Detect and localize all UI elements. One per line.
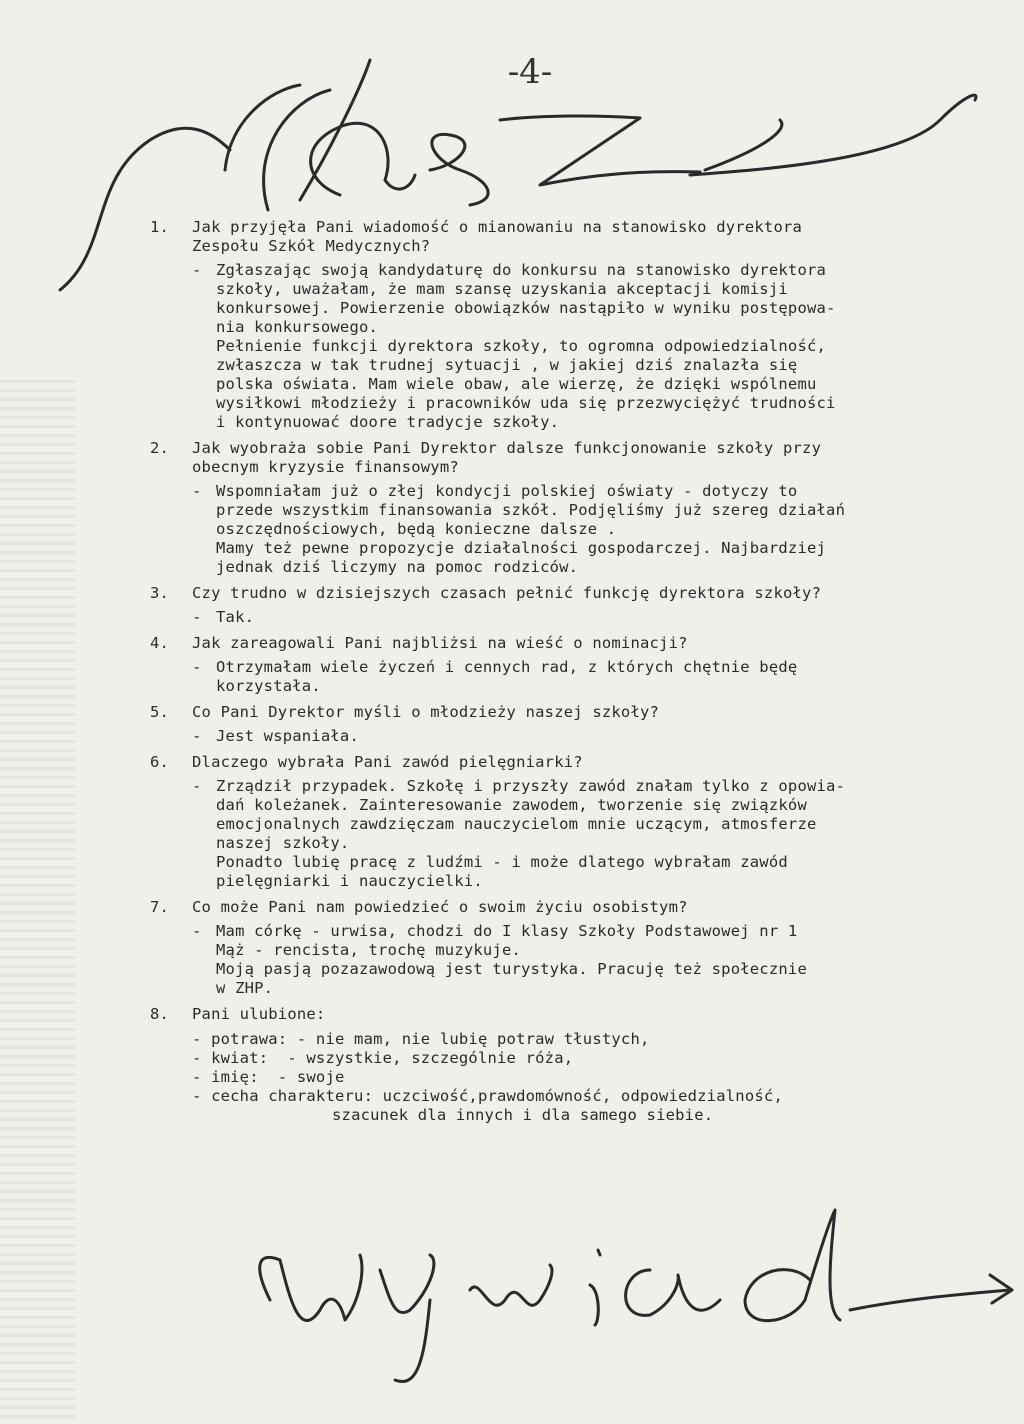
qa-block — [150, 703, 1010, 746]
question — [150, 898, 1010, 917]
answer-line: Mamy też pewne propozycje działalności gospodarczej. Najbardziej — [216, 539, 827, 557]
answer-line: przede wszystkim finansowania szkół. Podjęliśmy już szereg działań — [216, 501, 846, 519]
answer-line: Zgłaszając swoją kandydaturę do konkursu na stanowisko dyrektora — [216, 261, 827, 279]
answer-dash: - — [192, 922, 202, 940]
qa-block — [150, 439, 1010, 577]
page-number: -4- — [507, 52, 553, 92]
question-line: Czy trudno w dzisiejszych czasach pełnić funkcję dyrektora szkoły? — [192, 584, 822, 602]
answer-line: Pełnienie funkcji dyrektora szkoły, to ogromna odpowiedzialność, — [216, 337, 827, 355]
answer — [192, 261, 1010, 432]
question-text — [192, 218, 1010, 256]
answer-text — [216, 482, 1010, 577]
footer-word-wywiad — [260, 1210, 1012, 1382]
question-number: 7. — [150, 898, 170, 916]
answer-text — [216, 727, 1010, 746]
question-line: Jak przyjęła Pani wiadomość o mianowaniu na stanowisko dyrektora — [192, 218, 803, 236]
answer-line: polska oświata. Mam wiele obaw, ale wierzę, że dzięki wspólnemu — [216, 375, 817, 393]
question-number: 2. — [150, 439, 170, 457]
answer-text — [216, 922, 1010, 998]
answer-line: Otrzymałam wiele życzeń i cennych rad, z których chętnie będę — [216, 658, 798, 676]
answer-line: oszczędnościowych, będą konieczne dalsze . — [216, 520, 617, 538]
question-line: Dlaczego wybrała Pani zawód pielęgniarki? — [192, 753, 583, 771]
answer-line: Zrządził przypadek. Szkołę i przyszły zawód znałam tylko z opowia- — [216, 777, 846, 795]
answer-line: Moją pasją pozazawodową jest turystyka. Pracuję też społecznie — [216, 960, 807, 978]
answer-line: wysiłkowi młodzieży i pracowników uda się przezwyciężyć trudności — [216, 394, 836, 412]
answer-line: Ponadto lubię pracę z ludźmi - i może dlatego wybrałam zawód — [216, 853, 788, 871]
question-number: 3. — [150, 584, 170, 602]
answer-text — [216, 777, 1010, 891]
answer-line: nia konkursowego. — [216, 318, 379, 336]
answer-line: Tak. — [216, 608, 255, 626]
question-number: 6. — [150, 753, 170, 771]
answer-line: Mąż - rencista, trochę muzykuje. — [216, 941, 522, 959]
answer-text — [216, 608, 1010, 627]
answer-dash: - — [192, 482, 202, 500]
question-number: 5. — [150, 703, 170, 721]
question — [150, 439, 1010, 477]
question-text — [192, 584, 1010, 603]
qa-block — [150, 584, 1010, 627]
question-number: 8. — [150, 1005, 170, 1023]
favorites-list — [192, 1030, 1010, 1125]
answer-line: Jest wspaniała. — [216, 727, 359, 745]
qa-block — [150, 898, 1010, 998]
question-number: 1. — [150, 218, 170, 236]
favorite-item: - cecha charakteru: uczciwość,prawdomówność, odpowiedzialność, — [192, 1087, 783, 1105]
answer-line: w ZHP. — [216, 979, 274, 997]
favorite-item: - imię: - swoje — [192, 1068, 345, 1086]
question-line: Pani ulubione: — [192, 1005, 326, 1023]
answer — [192, 482, 1010, 577]
question-line: Co Pani Dyrektor myśli o młodzieży naszej szkoły? — [192, 703, 660, 721]
answer-line: pielęgniarki i nauczycielki. — [216, 872, 483, 890]
answer — [192, 608, 1010, 627]
answer — [192, 777, 1010, 891]
favorite-item: - kwiat: - wszystkie, szczególnie róża, — [192, 1049, 574, 1067]
answer-dash: - — [192, 608, 202, 626]
question — [150, 1005, 1010, 1024]
answer-line: Mam córkę - urwisa, chodzi do I klasy Szkoły Podstawowej nr 1 — [216, 922, 798, 940]
answer-line: konkursowej. Powierzenie obowiązków nastąpiło w wyniku postępowa- — [216, 299, 836, 317]
question-line: Jak wyobraża sobie Pani Dyrektor dalsze funkcjonowanie szkoły przy — [192, 439, 822, 457]
question — [150, 634, 1010, 653]
answer-dash: - — [192, 777, 202, 795]
answer-line: Wspomniałam już o złej kondycji polskiej oświaty - dotyczy to — [216, 482, 798, 500]
qa-block — [150, 634, 1010, 696]
interview-content — [150, 218, 1010, 1132]
question-line: obecnym kryzysie finansowym? — [192, 458, 459, 476]
question — [150, 703, 1010, 722]
answer — [192, 658, 1010, 696]
answer-line: jednak dziś liczymy na pomoc rodziców. — [216, 558, 579, 576]
question-text — [192, 439, 1010, 477]
answer-dash: - — [192, 261, 202, 279]
question-line: Zespołu Szkół Medycznych? — [192, 237, 431, 255]
question-text — [192, 753, 1010, 772]
answer-dash: - — [192, 727, 202, 745]
question-text — [192, 703, 1010, 722]
question-line: Co może Pani nam powiedzieć o swoim życiu osobistym? — [192, 898, 688, 916]
answer-line: emocjonalnych zawdzięczam nauczycielom mnie uczącym, atmosferze — [216, 815, 817, 833]
question-text — [192, 898, 1010, 917]
qa-block — [150, 753, 1010, 891]
favorite-item-continuation: szacunek dla innych i dla samego siebie. — [332, 1106, 714, 1124]
question-text — [192, 634, 1010, 653]
answer-line: szkoły, uważałam, że mam szansę uzyskania akceptacji komisji — [216, 280, 788, 298]
answer-line: naszej szkoły. — [216, 834, 350, 852]
answer-line: dań koleżanek. Zainteresowanie zawodem, tworzenie się związków — [216, 796, 807, 814]
answer-text — [216, 261, 1010, 432]
answer-line: i kontynuować doore tradycje szkoły. — [216, 413, 560, 431]
question — [150, 753, 1010, 772]
question-line: Jak zareagowali Pani najbliżsi na wieść o nominacji? — [192, 634, 688, 652]
question — [150, 218, 1010, 256]
question — [150, 584, 1010, 603]
question-number: 4. — [150, 634, 170, 652]
answer-dash: - — [192, 658, 202, 676]
answer — [192, 727, 1010, 746]
answer-text — [216, 658, 1010, 696]
answer-line: korzystała. — [216, 677, 321, 695]
favorites-block — [150, 1005, 1010, 1125]
favorite-item: - potrawa: - nie mam, nie lubię potraw tłustych, — [192, 1030, 650, 1048]
binding-edge-shadow — [0, 380, 75, 1424]
answer — [192, 922, 1010, 998]
question-text — [192, 1005, 1010, 1024]
qa-block — [150, 218, 1010, 432]
answer-line: zwłaszcza w tak trudnej sytuacji , w jakiej dziś znalazła się — [216, 356, 798, 374]
